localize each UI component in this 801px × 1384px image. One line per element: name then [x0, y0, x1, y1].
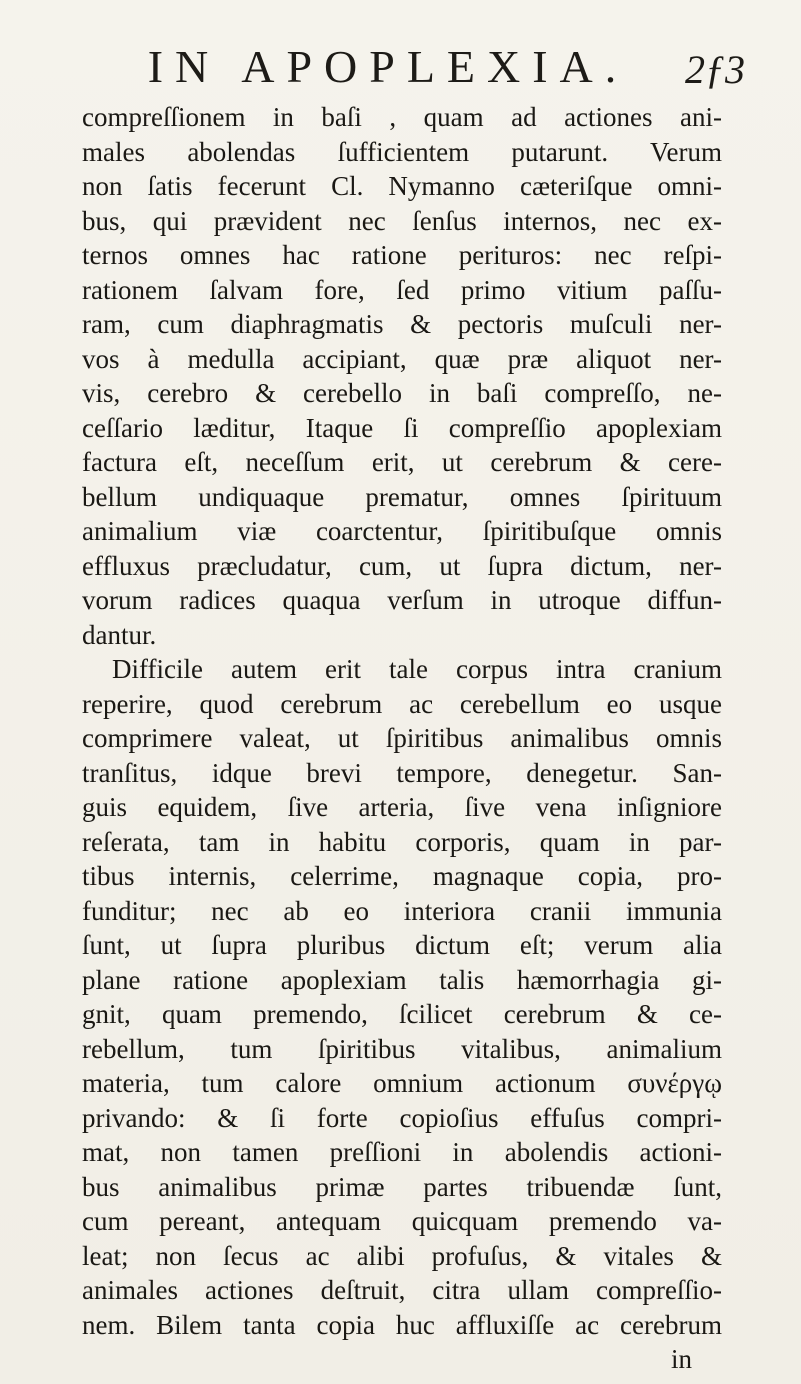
- text-line: reperire, quod cerebrum ac cerebellum eo usque: [82, 688, 722, 719]
- text-line: ram, cum diaphragmatis & pectoris muſculi ner-: [82, 309, 722, 339]
- text-line: gnit, quam premendo, ſcilicet cerebrum & ce-: [82, 999, 722, 1029]
- text-line: nem. Bilem tanta copia huc affluxiſſe ac cerebrum: [82, 1309, 722, 1340]
- text-line: plane ratione apoplexiam talis hæmorrhagia gi-: [82, 964, 722, 995]
- text-line: leat; non ſecus ac alibi profuſus, & vitales &: [82, 1240, 722, 1271]
- text-line: non ſatis fecerunt Cl. Nymanno cæteriſque omni-: [82, 171, 722, 201]
- text-line: funditur; nec ab eo interiora cranii immunia: [82, 895, 722, 926]
- text-line: comprimere valeat, ut ſpiritibus animalibus omnis: [82, 723, 722, 753]
- text-line: compreſſionem in baſi , quam ad actiones ani-: [82, 102, 722, 132]
- page-number: 2ƒ3: [685, 47, 745, 92]
- text-line: ternos omnes hac ratione perituros: nec reſpi-: [82, 240, 722, 270]
- text-line: vos à medulla accipiant, quæ præ aliquot ner-: [82, 343, 722, 374]
- text-line: effluxus præcludatur, cum, ut ſupra dictum, ner-: [82, 550, 722, 581]
- text-line: rebellum, tum ſpiritibus vitalibus, animalium: [82, 1033, 722, 1064]
- text-line: Difficile autem erit tale corpus intra cranium: [112, 654, 722, 684]
- text-line: vis, cerebro & cerebello in baſi compreſſo, ne-: [82, 378, 722, 408]
- text-line: animalium viæ coarctentur, ſpiritibuſque omnis: [82, 516, 722, 546]
- text-line: ſunt, ut ſupra pluribus dictum eſt; verum alia: [82, 930, 722, 960]
- running-title: IN APOPLEXIA.: [147, 41, 629, 92]
- text-line: bus, qui prævident nec ſenſus internos, nec ex-: [82, 205, 722, 236]
- text-line: tibus internis, celerrime, magnaque copia, pro-: [82, 861, 722, 891]
- text-line: vorum radices quaqua verſum in utroque diffun-: [82, 585, 722, 615]
- body-text: [82, 100, 722, 1377]
- catchword: in: [670, 1344, 692, 1374]
- text-line: bellum undiquaque prematur, omnes ſpirituum: [82, 481, 722, 512]
- text-line: tranſitus, idque brevi tempore, denegetur. San-: [82, 757, 722, 788]
- text-line: reſerata, tam in habitu corporis, quam in par-: [82, 826, 722, 857]
- text-line: factura eſt, neceſſum erit, ut cerebrum & cere-: [82, 447, 722, 477]
- text-line: rationem ſalvam fore, ſed primo vitium paſſu-: [82, 274, 722, 305]
- text-line: mat, non tamen preſſioni in abolendis actioni-: [82, 1137, 722, 1167]
- text-line: cum pereant, antequam quicquam premendo va-: [82, 1206, 722, 1236]
- text-line: guis equidem, ſive arteria, ſive vena inſigniore: [82, 792, 722, 822]
- text-line: males abolendas ſufficientem putarunt. Verum: [82, 136, 722, 167]
- text-line: bus animalibus primæ partes tribuendæ ſunt,: [82, 1171, 722, 1202]
- text-line: materia, tum calore omnium actionum συνέργῳ: [82, 1068, 722, 1098]
- text-line: ceſſario læditur, Itaque ſi compreſſio apoplexiam: [82, 412, 722, 443]
- text-line: privando: & ſi forte copioſius effuſus compri-: [82, 1102, 722, 1133]
- text-line: animales actiones deſtruit, citra ullam compreſſio-: [82, 1275, 722, 1305]
- page-header: [0, 40, 801, 100]
- text-line: dantur.: [82, 619, 157, 650]
